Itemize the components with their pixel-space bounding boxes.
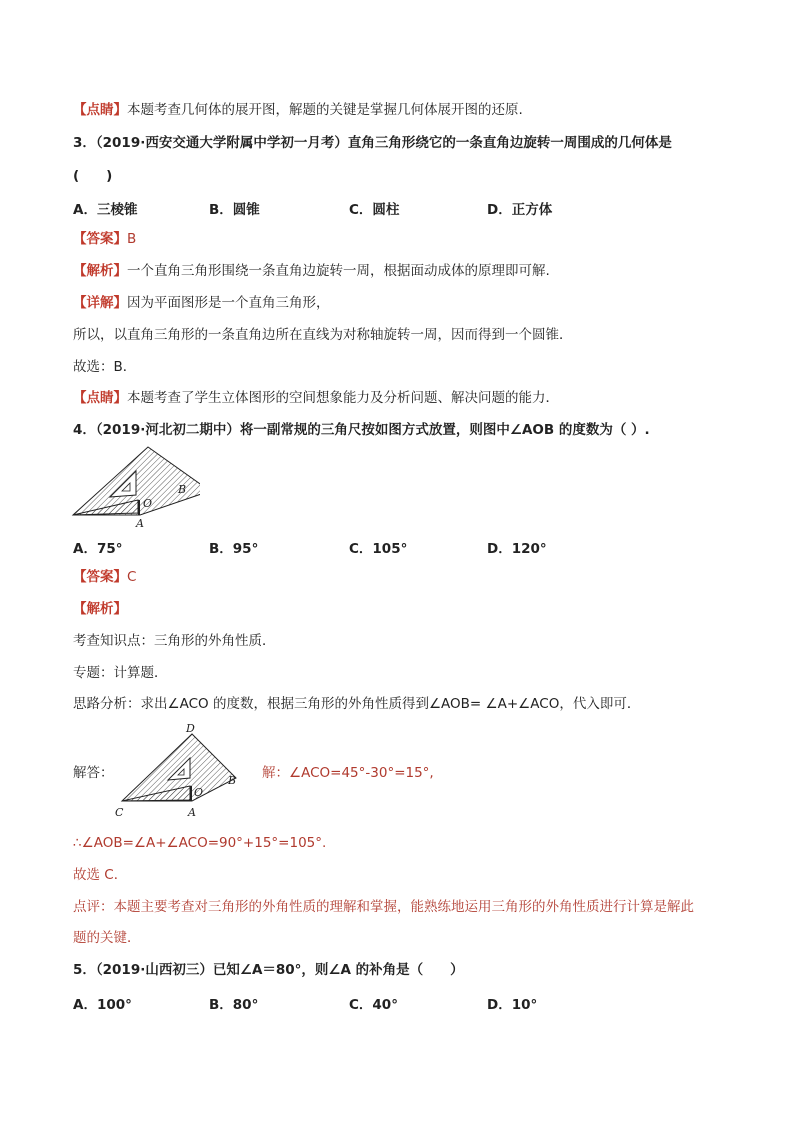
answer-value: C	[127, 569, 137, 585]
q3-comment	[73, 389, 559, 407]
q3-stem: 3．（2019·西安交通大学附属中学初一月考）直角三角形绕它的一条直角边旋转一周围成的几何体是	[73, 135, 672, 151]
comment-text: 本题考查几何体的展开图，解题的关键是掌握几何体展开图的还原.	[127, 102, 523, 118]
q3-option-d: D．正方体	[487, 202, 553, 218]
analysis-tag: 【解析】	[73, 601, 127, 617]
q4-thinking: 思路分析：求出∠ACO 的度数，根据三角形的外角性质得到∠AOB= ∠A+∠ACO，代入即可．	[73, 696, 641, 712]
q4-option-d: D．120°	[487, 541, 547, 557]
q3-option-b: B．圆锥	[209, 202, 260, 218]
q4-answer	[73, 568, 136, 586]
analysis-text: 一个直角三角形围绕一条直角边旋转一周，根据面动成体的原理即可解.	[127, 263, 550, 279]
q4-solution-label: 解答：	[73, 765, 114, 781]
q3-detail-line2: 所以，以直角三角形的一条直角边所在直线为对称轴旋转一周，因而得到一个圆锥．	[73, 327, 573, 343]
answer-value: B	[127, 231, 137, 247]
q4-analysis-tag	[73, 600, 127, 618]
q4-review-line2: 题的关键．	[73, 930, 141, 946]
detail-tag: 【详解】	[73, 295, 127, 311]
label-o: O	[143, 497, 153, 510]
label-d: D	[186, 722, 195, 735]
q3-option-c: C．圆柱	[349, 202, 400, 218]
q3-analysis	[73, 262, 550, 280]
q5-option-a: A．100°	[73, 997, 132, 1013]
label-b: B	[178, 483, 187, 496]
q4-option-b: B．95°	[209, 541, 259, 557]
analysis-tag: 【解析】	[73, 263, 127, 279]
q4-figure	[70, 445, 200, 530]
label-o: O	[194, 786, 204, 799]
comment-text: 本题考查了学生立体图形的空间想象能力及分析问题、解决问题的能力．	[127, 390, 559, 406]
q4-stem: 4．（2019·河北初二期中）将一副常规的三角尺按如图方式放置，则图中∠AOB 的度数为（ ）.	[73, 422, 650, 438]
q4-review-line1: 点评：本题主要考查对三角形的外角性质的理解和掌握，能熟练地运用三角形的外角性质进行计算是解此	[73, 899, 694, 915]
q3-detail	[73, 294, 330, 312]
q5-option-d: D．10°	[487, 997, 538, 1013]
q4-option-a: A．75°	[73, 541, 123, 557]
q4-result: ∴∠AOB=∠A+∠ACO=90°+15°=105°.	[73, 835, 327, 851]
q4-knowledge: 考查知识点：三角形的外角性质．	[73, 633, 276, 649]
q3-option-a: A．三棱锥	[73, 202, 138, 218]
right-angle-edge	[138, 500, 140, 515]
q5-option-c: C．40°	[349, 997, 398, 1013]
detail-text: 因为平面图形是一个直角三角形，	[127, 295, 330, 311]
q5-option-b: B．80°	[209, 997, 259, 1013]
q4-topic: 专题：计算题．	[73, 665, 168, 681]
q4-solution-text: 解：∠ACO=45°-30°=15°,	[262, 765, 434, 781]
q4-choose: 故选 C．	[73, 867, 128, 883]
right-angle-edge	[190, 786, 192, 801]
q4-solution-figure	[112, 718, 257, 823]
label-c: C	[115, 806, 124, 819]
label-a: A	[188, 806, 196, 819]
q2-comment	[73, 101, 523, 119]
q5-stem: 5．（2019·山西初三）已知∠A＝80°，则∠A 的补角是（ ）	[73, 962, 464, 978]
q3-stem-paren: ( )	[73, 168, 113, 184]
q4-option-c: C．105°	[349, 541, 408, 557]
label-a: A	[136, 517, 144, 530]
q3-answer	[73, 230, 136, 248]
comment-tag: 【点睛】	[73, 102, 127, 118]
answer-tag: 【答案】	[73, 231, 127, 247]
answer-tag: 【答案】	[73, 569, 127, 585]
label-b: B	[228, 774, 237, 787]
comment-tag: 【点睛】	[73, 390, 127, 406]
q3-choose: 故选：B．	[73, 359, 137, 375]
